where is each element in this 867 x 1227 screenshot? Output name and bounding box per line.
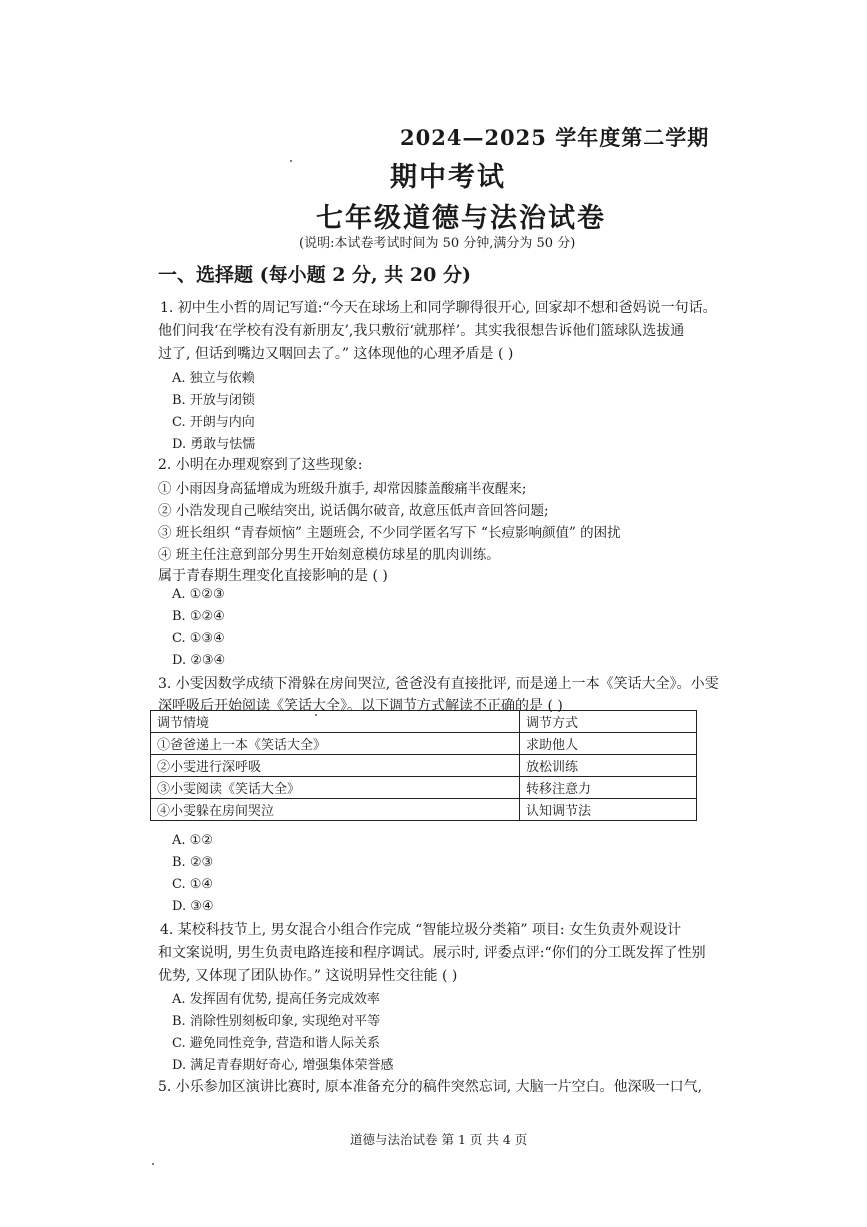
- year-term-heading: 2024—2025 学年度第二学期: [400, 125, 710, 150]
- table-header-row: [151, 711, 697, 733]
- question-4-option-b: B. 消除性别刻板印象, 实现绝对平等: [172, 1014, 381, 1029]
- question-2-option-a: A. ①②③: [172, 587, 225, 602]
- table-cell: 放松训练: [520, 755, 697, 777]
- exam-instructions: (说明:本试卷考试时间为 50 分钟,满分为 50 分): [299, 236, 576, 251]
- scan-speck: [290, 160, 292, 162]
- exam-title: 期中考试: [390, 162, 506, 193]
- table-row: [151, 777, 697, 799]
- question-2-option-b: B. ①②④: [172, 609, 225, 624]
- table-cell: 求助他人: [520, 733, 697, 755]
- subject-title: 七年级道德与法治试卷: [316, 203, 606, 234]
- question-3-option-c: C. ①④: [172, 877, 214, 892]
- table-row: [151, 799, 697, 821]
- question-4-option-c: C. 避免同性竞争, 营造和谐人际关系: [172, 1036, 381, 1051]
- question-4-option-a: A. 发挥固有优势, 提高任务完成效率: [172, 992, 380, 1007]
- question-4-option-d: D. 满足青春期好奇心, 增强集体荣誉感: [172, 1058, 394, 1073]
- question-2-option-d: D. ②③④: [172, 653, 226, 668]
- question-2-stem: 2. 小明在办理观察到了这些现象:: [158, 457, 363, 473]
- question-4-line: 优势, 又体现了团队协作。” 这说明异性交往能 ( ): [158, 968, 458, 984]
- question-2-item: ③ 班长组织 “青春烦恼” 主题班会, 不少同学匿名写下 “长痘影响颜值” 的困扰: [158, 525, 621, 541]
- question-1-option-a: A. 独立与依赖: [172, 371, 255, 386]
- table-cell: 转移注意力: [520, 777, 697, 799]
- question-3-line: 深呼吸后开始阅读《笑话大全》。以下调节方式解读不正确的是 ( ): [158, 698, 563, 714]
- question-2-item: ② 小浩发现自己喉结突出, 说话偶尔破音, 故意压低声音回答问题;: [158, 503, 549, 519]
- question-1-option-c: C. 开朗与内向: [172, 415, 255, 430]
- table-cell: ②小雯进行深呼吸: [151, 755, 520, 777]
- question-3-option-d: D. ③④: [172, 899, 214, 914]
- page-footer: 道德与法治试卷 第 1 页 共 4 页: [350, 1132, 528, 1147]
- scan-speck: [315, 714, 317, 716]
- question-3-option-a: A. ①②: [172, 833, 213, 848]
- question-2-item: ① 小雨因身高猛增成为班级升旗手, 却常因膝盖酸痛半夜醒来;: [158, 481, 527, 497]
- question-2-prompt: 属于青春期生理变化直接影响的是 ( ): [158, 568, 388, 584]
- table-header-cell: 调节情境: [151, 711, 520, 733]
- table-cell: 认知调节法: [520, 799, 697, 821]
- question-3-option-b: B. ②③: [172, 855, 214, 870]
- scan-speck: [152, 1163, 154, 1165]
- table-cell: ③小雯阅读《笑话大全》: [151, 777, 520, 799]
- question-2-item: ④ 班主任注意到部分男生开始刻意模仿球星的肌肉训练。: [158, 547, 500, 563]
- table-row: [151, 733, 697, 755]
- question-1-line: 过了, 但话到嘴边又咽回去了。” 这体现他的心理矛盾是 ( ): [158, 346, 514, 362]
- regulation-table: [150, 710, 697, 821]
- question-1-line: 1. 初中生小哲的周记写道:“今天在球场上和同学聊得很开心, 回家却不想和爸妈说一句话。: [160, 300, 717, 316]
- table-row: [151, 755, 697, 777]
- question-5-line: 5. 小乐参加区演讲比赛时, 原本准备充分的稿件突然忘词, 大脑一片空白。他深吸一口气,: [158, 1079, 703, 1095]
- question-1-option-b: B. 开放与闭锁: [172, 393, 255, 408]
- question-3-line: 3. 小雯因数学成绩下滑躲在房间哭泣, 爸爸没有直接批评, 而是递上一本《笑话大全》。小雯: [158, 676, 719, 692]
- question-1-option-d: D. 勇敢与怯懦: [172, 437, 256, 452]
- section-heading-choice: 一、选择题 (每小题 2 分, 共 20 分): [158, 264, 471, 286]
- question-4-line: 和文案说明, 男生负责电路连接和程序调试。展示时, 评委点评:“你们的分工既发挥了性别: [158, 945, 706, 961]
- question-4-line: 4. 某校科技节上, 男女混合小组合作完成 “智能垃圾分类箱” 项目: 女生负责外观设计: [160, 922, 682, 938]
- table-header-cell: 调节方式: [520, 711, 697, 733]
- question-2-option-c: C. ①③④: [172, 631, 225, 646]
- question-1-line: 他们问我‘在学校有没有新朋友’,我只敷衍‘就那样’。其实我很想告诉他们篮球队选拔通: [158, 323, 685, 339]
- table-cell: ①爸爸递上一本《笑话大全》: [151, 733, 520, 755]
- table-cell: ④小雯躲在房间哭泣: [151, 799, 520, 821]
